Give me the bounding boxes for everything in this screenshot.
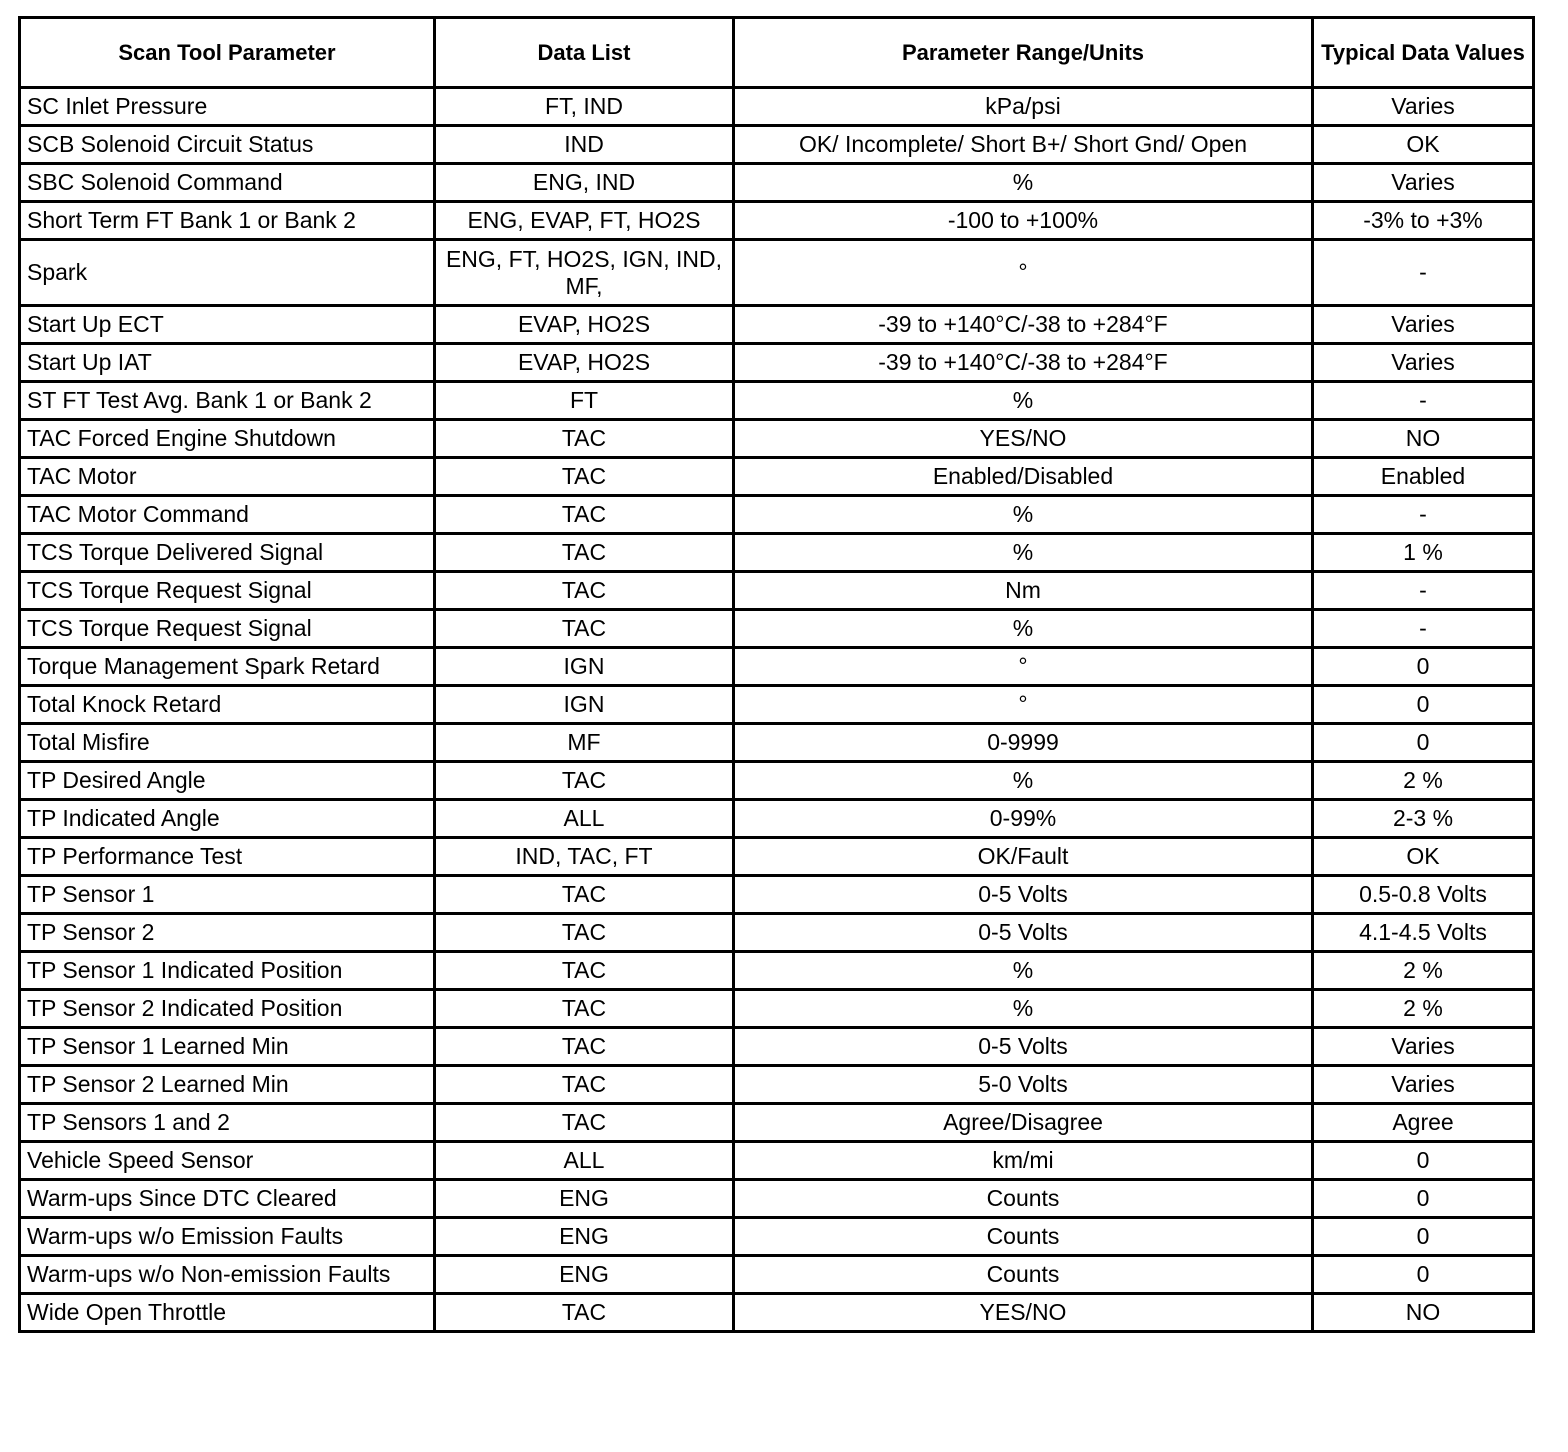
cell-scan-tool-parameter: TP Performance Test <box>20 838 435 876</box>
cell-typical-data-values: NO <box>1313 1294 1534 1332</box>
table-header-row <box>20 18 1534 88</box>
table-row <box>20 572 1534 610</box>
cell-typical-data-values: 2 % <box>1313 762 1534 800</box>
cell-data-list: IND, TAC, FT <box>435 838 734 876</box>
cell-data-list: TAC <box>435 458 734 496</box>
table-row <box>20 344 1534 382</box>
cell-data-list: TAC <box>435 990 734 1028</box>
cell-parameter-range-units: % <box>734 164 1313 202</box>
table-row <box>20 952 1534 990</box>
cell-parameter-range-units: 0-5 Volts <box>734 876 1313 914</box>
cell-data-list: TAC <box>435 610 734 648</box>
cell-scan-tool-parameter: Spark <box>20 240 435 306</box>
cell-scan-tool-parameter: Torque Management Spark Retard <box>20 648 435 686</box>
cell-data-list: TAC <box>435 1104 734 1142</box>
cell-parameter-range-units: 0-5 Volts <box>734 1028 1313 1066</box>
table-row <box>20 914 1534 952</box>
cell-typical-data-values: 0 <box>1313 1180 1534 1218</box>
cell-data-list: ALL <box>435 1142 734 1180</box>
cell-data-list: ENG <box>435 1218 734 1256</box>
cell-parameter-range-units: % <box>734 382 1313 420</box>
cell-data-list: TAC <box>435 1066 734 1104</box>
cell-data-list: FT, IND <box>435 88 734 126</box>
cell-parameter-range-units: Counts <box>734 1180 1313 1218</box>
cell-scan-tool-parameter: TP Sensor 2 <box>20 914 435 952</box>
cell-data-list: IGN <box>435 686 734 724</box>
cell-data-list: MF <box>435 724 734 762</box>
cell-data-list: ENG, FT, HO2S, IGN, IND, MF, <box>435 240 734 306</box>
cell-data-list: ENG <box>435 1180 734 1218</box>
cell-parameter-range-units: % <box>734 990 1313 1028</box>
cell-parameter-range-units: Enabled/Disabled <box>734 458 1313 496</box>
cell-scan-tool-parameter: TP Sensor 2 Indicated Position <box>20 990 435 1028</box>
scan-tool-data-table-container <box>18 16 1532 1333</box>
table-row <box>20 88 1534 126</box>
cell-typical-data-values: - <box>1313 382 1534 420</box>
cell-scan-tool-parameter: Vehicle Speed Sensor <box>20 1142 435 1180</box>
cell-parameter-range-units: Nm <box>734 572 1313 610</box>
cell-data-list: ALL <box>435 800 734 838</box>
cell-typical-data-values: OK <box>1313 838 1534 876</box>
cell-scan-tool-parameter: SCB Solenoid Circuit Status <box>20 126 435 164</box>
cell-parameter-range-units: % <box>734 610 1313 648</box>
cell-data-list: ENG, EVAP, FT, HO2S <box>435 202 734 240</box>
cell-scan-tool-parameter: TP Desired Angle <box>20 762 435 800</box>
cell-parameter-range-units: 0-9999 <box>734 724 1313 762</box>
cell-typical-data-values: -3% to +3% <box>1313 202 1534 240</box>
table-body <box>20 88 1534 1332</box>
cell-scan-tool-parameter: TP Sensor 1 Indicated Position <box>20 952 435 990</box>
header-data-list: Data List <box>435 18 734 88</box>
cell-scan-tool-parameter: SBC Solenoid Command <box>20 164 435 202</box>
table-row <box>20 306 1534 344</box>
cell-scan-tool-parameter: TAC Motor Command <box>20 496 435 534</box>
header-parameter-range-units: Parameter Range/Units <box>734 18 1313 88</box>
cell-typical-data-values: 0 <box>1313 686 1534 724</box>
cell-typical-data-values: - <box>1313 572 1534 610</box>
cell-scan-tool-parameter: Total Misfire <box>20 724 435 762</box>
cell-typical-data-values: Agree <box>1313 1104 1534 1142</box>
cell-parameter-range-units: Counts <box>734 1256 1313 1294</box>
cell-data-list: TAC <box>435 952 734 990</box>
cell-parameter-range-units: 5-0 Volts <box>734 1066 1313 1104</box>
table-row <box>20 1066 1534 1104</box>
cell-typical-data-values: 0 <box>1313 648 1534 686</box>
cell-parameter-range-units: ° <box>734 686 1313 724</box>
cell-parameter-range-units: OK/Fault <box>734 838 1313 876</box>
table-row <box>20 990 1534 1028</box>
cell-scan-tool-parameter: TP Sensor 2 Learned Min <box>20 1066 435 1104</box>
cell-data-list: ENG <box>435 1256 734 1294</box>
table-row <box>20 1180 1534 1218</box>
cell-scan-tool-parameter: TP Sensor 1 <box>20 876 435 914</box>
table-row <box>20 1294 1534 1332</box>
cell-scan-tool-parameter: Total Knock Retard <box>20 686 435 724</box>
cell-scan-tool-parameter: TP Sensor 1 Learned Min <box>20 1028 435 1066</box>
cell-parameter-range-units: 0-99% <box>734 800 1313 838</box>
cell-scan-tool-parameter: TCS Torque Request Signal <box>20 572 435 610</box>
cell-parameter-range-units: OK/ Incomplete/ Short B+/ Short Gnd/ Open <box>734 126 1313 164</box>
cell-typical-data-values: Varies <box>1313 88 1534 126</box>
cell-parameter-range-units: -100 to +100% <box>734 202 1313 240</box>
cell-parameter-range-units: % <box>734 762 1313 800</box>
table-row <box>20 126 1534 164</box>
cell-data-list: TAC <box>435 762 734 800</box>
table-row <box>20 240 1534 306</box>
cell-typical-data-values: Varies <box>1313 1066 1534 1104</box>
cell-scan-tool-parameter: TAC Forced Engine Shutdown <box>20 420 435 458</box>
cell-scan-tool-parameter: Wide Open Throttle <box>20 1294 435 1332</box>
cell-parameter-range-units: Counts <box>734 1218 1313 1256</box>
cell-typical-data-values: 2 % <box>1313 952 1534 990</box>
cell-typical-data-values: Enabled <box>1313 458 1534 496</box>
table-row <box>20 1104 1534 1142</box>
cell-scan-tool-parameter: ST FT Test Avg. Bank 1 or Bank 2 <box>20 382 435 420</box>
scan-tool-data-table <box>18 16 1535 1333</box>
cell-data-list: TAC <box>435 1294 734 1332</box>
cell-typical-data-values: - <box>1313 240 1534 306</box>
table-row <box>20 382 1534 420</box>
cell-scan-tool-parameter: SC Inlet Pressure <box>20 88 435 126</box>
table-row <box>20 496 1534 534</box>
cell-parameter-range-units: 0-5 Volts <box>734 914 1313 952</box>
cell-typical-data-values: Varies <box>1313 344 1534 382</box>
header-scan-tool-parameter: Scan Tool Parameter <box>20 18 435 88</box>
cell-data-list: FT <box>435 382 734 420</box>
cell-typical-data-values: - <box>1313 610 1534 648</box>
cell-typical-data-values: 2 % <box>1313 990 1534 1028</box>
cell-scan-tool-parameter: TP Sensors 1 and 2 <box>20 1104 435 1142</box>
table-row <box>20 420 1534 458</box>
cell-data-list: IND <box>435 126 734 164</box>
cell-typical-data-values: NO <box>1313 420 1534 458</box>
cell-data-list: TAC <box>435 496 734 534</box>
cell-parameter-range-units: % <box>734 952 1313 990</box>
cell-typical-data-values: Varies <box>1313 1028 1534 1066</box>
cell-typical-data-values: 0 <box>1313 724 1534 762</box>
cell-data-list: IGN <box>435 648 734 686</box>
cell-parameter-range-units: kPa/psi <box>734 88 1313 126</box>
cell-parameter-range-units: Agree/Disagree <box>734 1104 1313 1142</box>
cell-parameter-range-units: -39 to +140°C/-38 to +284°F <box>734 306 1313 344</box>
table-row <box>20 724 1534 762</box>
cell-typical-data-values: 0.5-0.8 Volts <box>1313 876 1534 914</box>
cell-parameter-range-units: ° <box>734 240 1313 306</box>
cell-typical-data-values: 1 % <box>1313 534 1534 572</box>
cell-typical-data-values: 0 <box>1313 1218 1534 1256</box>
cell-typical-data-values: 4.1-4.5 Volts <box>1313 914 1534 952</box>
table-row <box>20 1218 1534 1256</box>
table-row <box>20 1028 1534 1066</box>
table-row <box>20 534 1534 572</box>
cell-scan-tool-parameter: TCS Torque Request Signal <box>20 610 435 648</box>
cell-scan-tool-parameter: Start Up ECT <box>20 306 435 344</box>
table-row <box>20 648 1534 686</box>
cell-scan-tool-parameter: TP Indicated Angle <box>20 800 435 838</box>
cell-data-list: TAC <box>435 420 734 458</box>
cell-scan-tool-parameter: TCS Torque Delivered Signal <box>20 534 435 572</box>
table-row <box>20 610 1534 648</box>
table-row <box>20 1142 1534 1180</box>
cell-typical-data-values: 0 <box>1313 1256 1534 1294</box>
cell-typical-data-values: Varies <box>1313 306 1534 344</box>
table-row <box>20 762 1534 800</box>
cell-parameter-range-units: % <box>734 534 1313 572</box>
cell-typical-data-values: OK <box>1313 126 1534 164</box>
table-row <box>20 876 1534 914</box>
cell-data-list: EVAP, HO2S <box>435 344 734 382</box>
cell-data-list: TAC <box>435 572 734 610</box>
cell-typical-data-values: 0 <box>1313 1142 1534 1180</box>
cell-scan-tool-parameter: TAC Motor <box>20 458 435 496</box>
cell-scan-tool-parameter: Short Term FT Bank 1 or Bank 2 <box>20 202 435 240</box>
cell-scan-tool-parameter: Warm-ups w/o Non-emission Faults <box>20 1256 435 1294</box>
cell-data-list: TAC <box>435 1028 734 1066</box>
cell-data-list: TAC <box>435 876 734 914</box>
header-typical-data-values: Typical Data Values <box>1313 18 1534 88</box>
table-row <box>20 1256 1534 1294</box>
cell-parameter-range-units: YES/NO <box>734 420 1313 458</box>
table-row <box>20 686 1534 724</box>
table-row <box>20 838 1534 876</box>
cell-data-list: TAC <box>435 914 734 952</box>
cell-parameter-range-units: -39 to +140°C/-38 to +284°F <box>734 344 1313 382</box>
table-row <box>20 202 1534 240</box>
cell-typical-data-values: 2-3 % <box>1313 800 1534 838</box>
cell-data-list: TAC <box>435 534 734 572</box>
cell-data-list: EVAP, HO2S <box>435 306 734 344</box>
cell-parameter-range-units: ° <box>734 648 1313 686</box>
cell-scan-tool-parameter: Warm-ups w/o Emission Faults <box>20 1218 435 1256</box>
cell-data-list: ENG, IND <box>435 164 734 202</box>
cell-parameter-range-units: YES/NO <box>734 1294 1313 1332</box>
table-row <box>20 800 1534 838</box>
cell-scan-tool-parameter: Warm-ups Since DTC Cleared <box>20 1180 435 1218</box>
cell-scan-tool-parameter: Start Up IAT <box>20 344 435 382</box>
cell-parameter-range-units: % <box>734 496 1313 534</box>
cell-typical-data-values: - <box>1313 496 1534 534</box>
table-row <box>20 164 1534 202</box>
cell-parameter-range-units: km/mi <box>734 1142 1313 1180</box>
table-row <box>20 458 1534 496</box>
cell-typical-data-values: Varies <box>1313 164 1534 202</box>
